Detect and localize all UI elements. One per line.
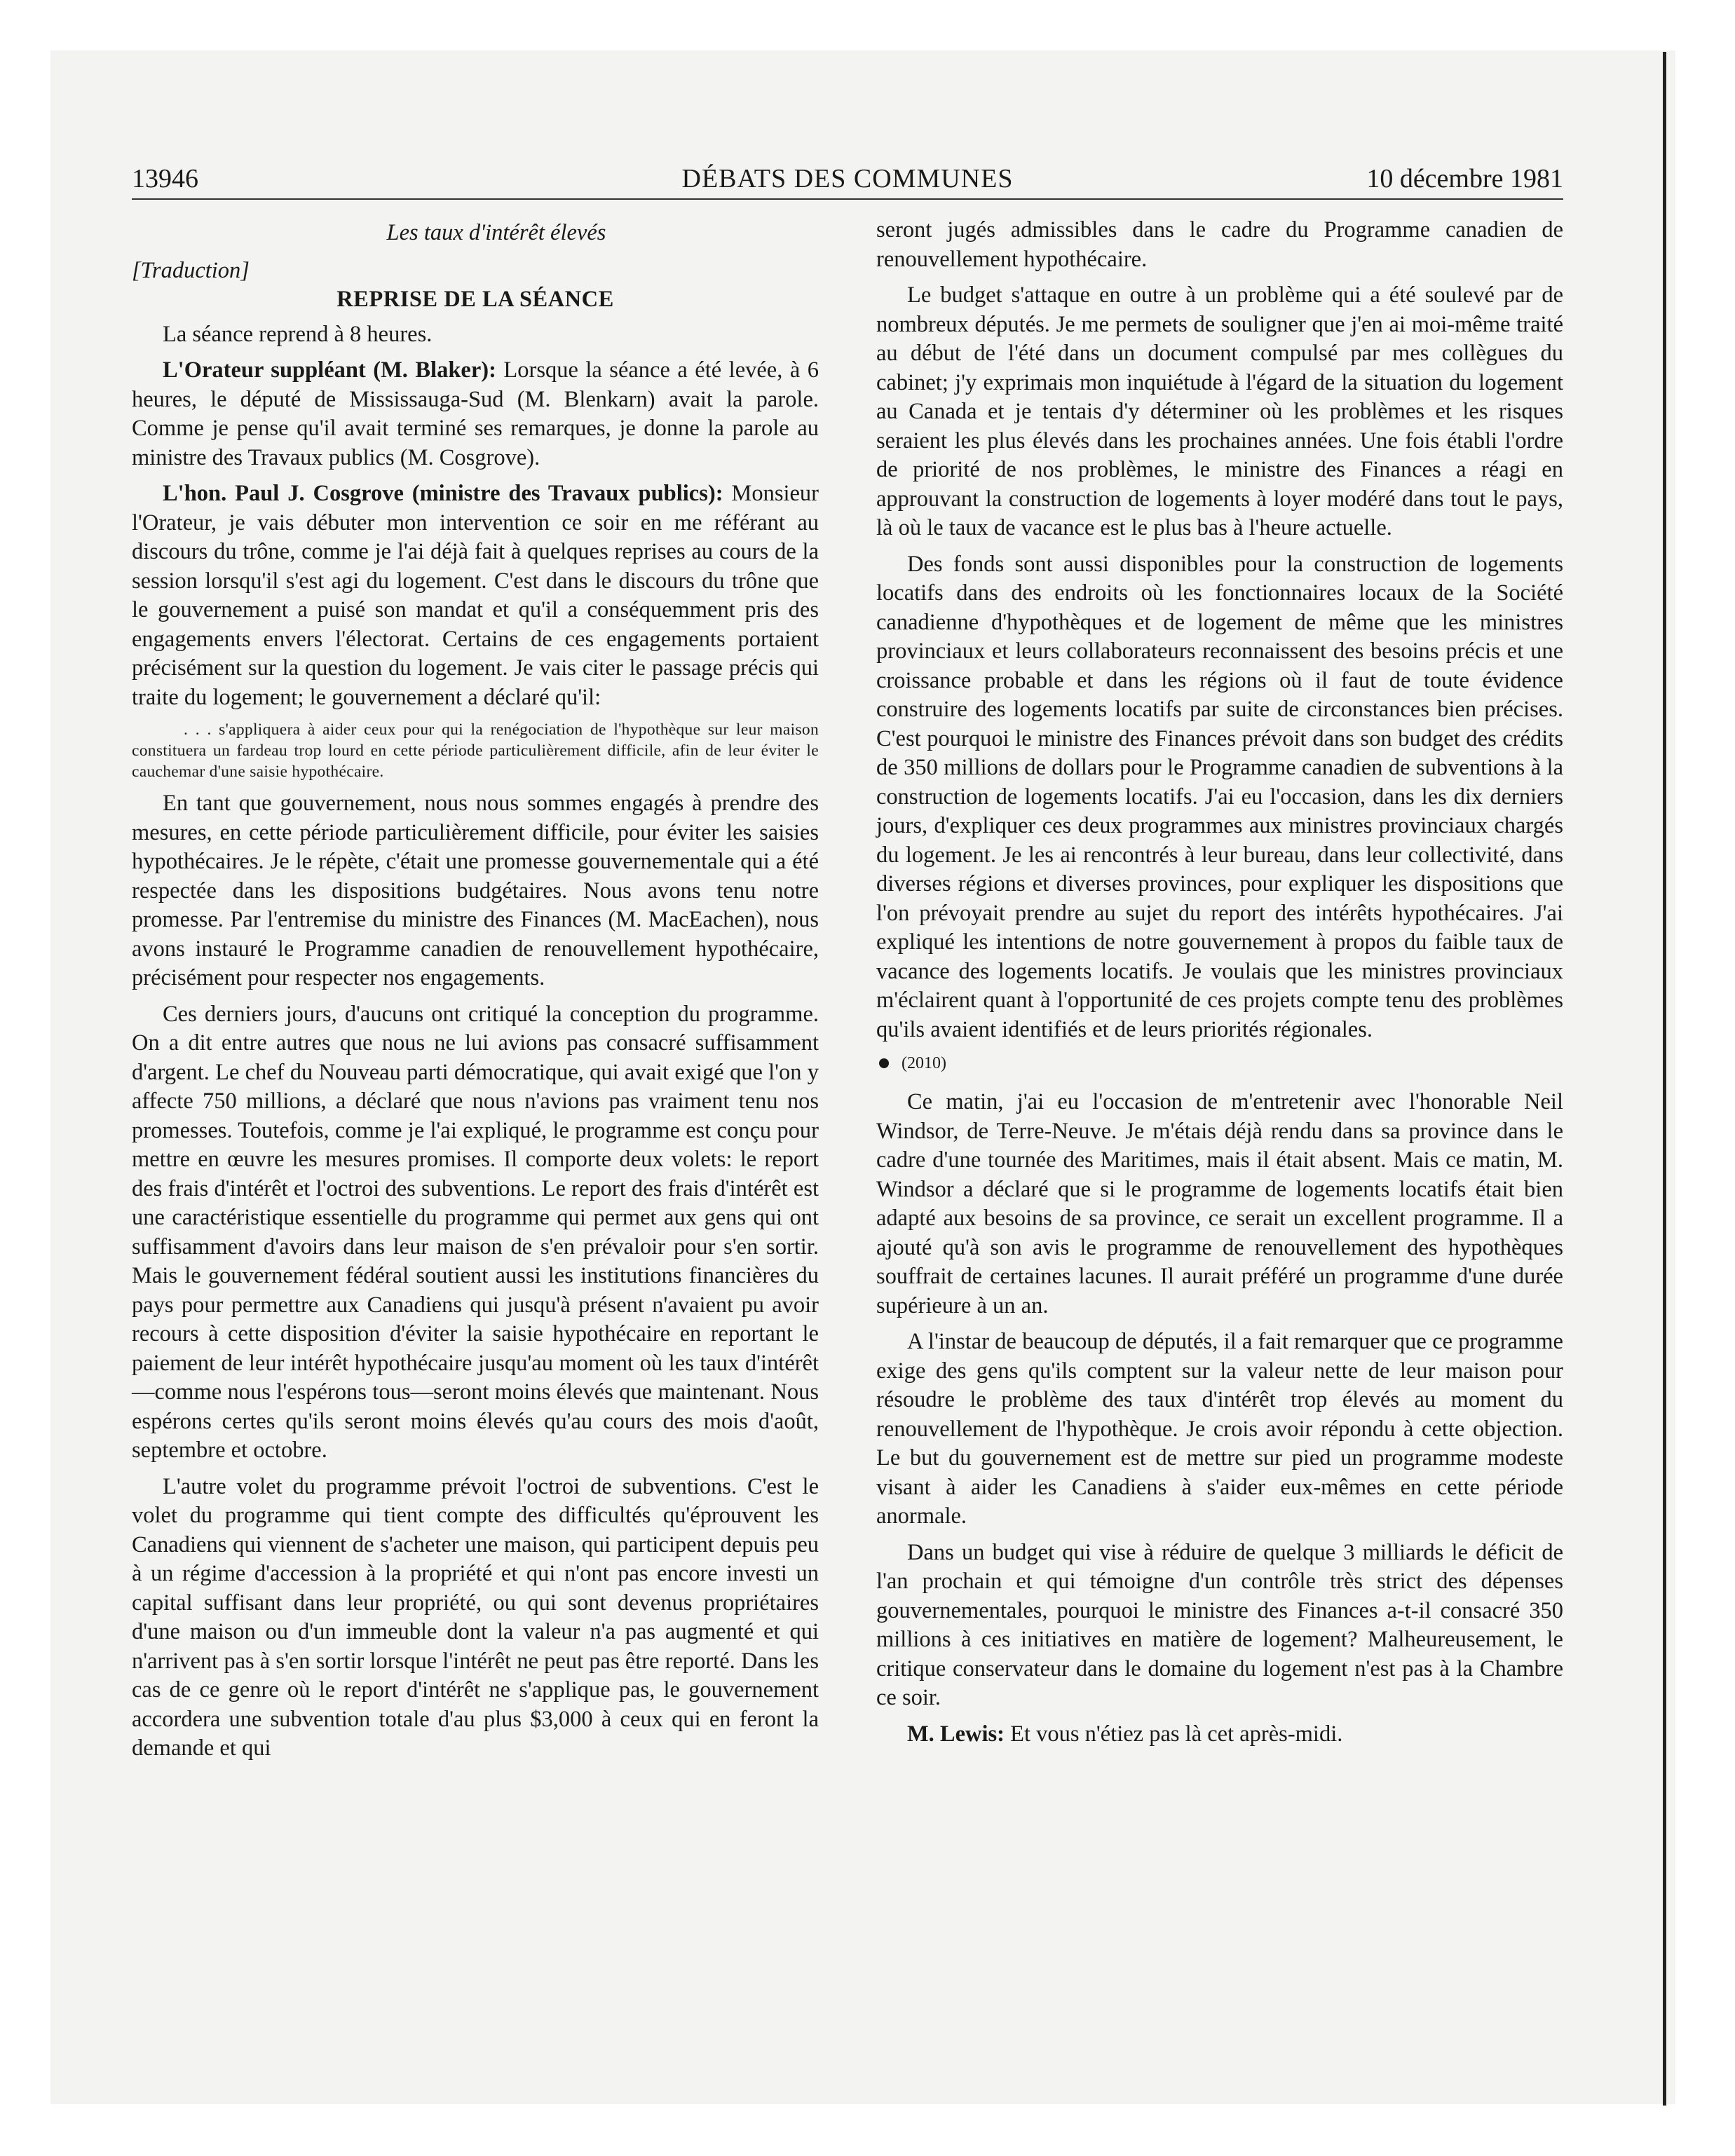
bullet-icon [879,1058,889,1068]
paragraph-continued: seront jugés admissibles dans le cadre du Programme canadien de renouvellement hypothécaire. [876,217,1563,272]
page-header [132,161,1563,196]
paragraph: A l'instar de beaucoup de députés, il a fait remarquer que ce programme exige des gens qu'ils comptent sur la valeur nette de leur maison pour résoudre le problème des taux d'intérêt trop élevés au moment du renouvellement de l'hypothèque. Je crois avoir répondu à cette objection. Le but du gouvernement est de mettre sur pied un programme modeste visant à aider les Canadiens à s'aider eux-mêmes en cette période anormale. [876,1329,1563,1529]
block-quote [132,719,819,782]
paragraph: En tant que gouvernement, nous nous sommes engagés à prendre des mesures, en cette période particulièrement difficile, pour éviter les saisies hypothécaires. Je le répète, c'était une promesse gouvernementale qui a été respectée dans les dispositions budgétaires. Nous avons tenu notre promesse. Par l'entremise du ministre des Finances (M. MacEachen), nous avons instauré le Programme canadien de renouvellement hypothécaire, précisément pour respecter nos engagements. [132,791,819,990]
header-divider [132,198,1563,200]
paragraph [876,1720,1563,1749]
paragraph: Ce matin, j'ai eu l'occasion de m'entretenir avec l'honorable Neil Windsor, de Terre-Neuve. Je m'étais déjà rendu dans sa province dans le cadre d'une tournée des Maritimes, mais il était absent. Mais ce matin, M. Windsor a déclaré que si le programme de logements locatifs était bien adapté aux besoins de sa province, ce serait un excellent programme. Il a ajouté qu'à son avis le programme de renouvellement des hypothèques souffrait de certaines lacunes. Il aurait préféré un programme d'une durée supérieure à un an. [876,1089,1563,1318]
paragraph: Dans un budget qui vise à réduire de quelque 3 milliards le déficit de l'an prochain et qui témoigne d'un contrôle très strict des dépenses gouvernementales, pourquoi le ministre des Finances a-t-il consacré 350 millions à ces initiatives en matière de logement? Malheureusement, le critique conservateur dans le domaine du logement n'est pas à la Chambre ce soir. [876,1539,1563,1710]
right-column [876,216,1563,1756]
speech-text: Lorsque la séance a été levée, à 6 heures, le député de Mississauga-Sud (M. Blenkarn) avait la parole. Comme je pense qu'il avait terminé ses remarques, je donne la parole au ministre des Travaux publics (M. Cosgrove). [132,357,819,470]
section-title: REPRISE DE LA SÉANCE [336,287,614,312]
paragraph: Ces derniers jours, d'aucuns ont critiqué la conception du programme. On a dit entre autres que nous ne lui avions pas consacré suffisamment d'argent. Le chef du Nouveau parti démocratique, qui avait exigé que l'on y affecte 750 millions, a déclaré que nous n'avions pas vraiment tenu nos promesses. Toutefois, comme je l'ai expliqué, le programme est conçu pour mettre en œuvre les mesures promises. Il comporte deux volets: le report des frais d'intérêt et l'octroi des subventions. Le report des frais d'intérêt est une caractéristique essentielle du programme qui permet aux gens qui ont suffisamment d'avoirs dans leur maison de s'en prévaloir pour s'en sortir. Mais le gouvernement fédéral soutient aussi les institutions financières du pays pour permettre aux Canadiens qui jusqu'à présent n'avaient pu avoir recours à cette disposition d'éviter la saisie hypothécaire en reportant le paiement de leur intérêt hypothécaire jusqu'au moment où les taux d'intérêt—comme nous l'espérons tous—seront moins élevés que maintenant. Nous espérons certes qu'ils seront moins élevés qu'au cours des mois d'août, septembre et octobre. [132,1001,819,1463]
paragraph: La séance reprend à 8 heures. [163,321,433,347]
paragraph [132,356,819,472]
speech-text: Et vous n'étiez pas là cet après-midi. [1010,1721,1343,1747]
time-marker [876,1053,1563,1074]
topic-heading: Les taux d'intérêt élevés [386,220,606,245]
speaker-name: L'hon. Paul J. Cosgrove (ministre des Travaux publics): [163,481,723,506]
publication-title: DÉBATS DES COMMUNES [681,164,1014,193]
page-edge-rule [1663,52,1666,2106]
page-number: 13946 [132,164,198,193]
speaker-name: L'Orateur suppléant (M. Blaker): [163,357,496,383]
left-column [132,216,819,1770]
translation-tag: [Traduction] [132,257,250,283]
paragraph [132,479,819,712]
time-marker-text: (2010) [901,1054,946,1072]
page-date: 10 décembre 1981 [1366,164,1563,193]
paragraph: Le budget s'attaque en outre à un problème qui a été soulevé par de nombreux députés. Je me permets de souligner que j'en ai moi-même traité au début de l'été dans un document compulsé par mes collègues du cabinet; j'y exprimais mon inquiétude à l'égard de la situation du logement au Canada et je tentais d'y déterminer où les problèmes et les risques seraient les plus élevés dans les prochaines années. Une fois établi l'ordre de priorité de nos problèmes, le ministre des Finances a réagi en approuvant la construction de logements à loyer modéré dans tout le pays, là où le taux de vacance est le plus bas à l'heure actuelle. [876,282,1563,540]
paragraph: Des fonds sont aussi disponibles pour la construction de logements locatifs dans des endroits où les fonctionnaires locaux de la Société canadienne d'hypothèques et de logement de même que les ministres provinciaux et leurs collaborateurs reconnaissent des besoins précis et une croissance probable et dans les régions où il faut de toute évidence construire des logements locatifs par suite de circonstances bien précises. C'est pourquoi le ministre des Finances prévoit dans son budget des crédits de 350 millions de dollars pour le Programme canadien de subventions à la construction de logements locatifs. J'ai eu l'occasion, dans les dix derniers jours, d'expliquer ces deux programmes aux ministres provinciaux chargés du logement. Je les ai rencontrés à leur bureau, dans leur collectivité, dans diverses régions et diverses provinces, pour expliquer les dispositions que l'on prévoyait prendre au sujet du report des intérêts hypothécaires. J'ai expliqué les intentions de notre gouvernement à propos du faible taux de vacance des logements locatifs. Je voulais que les ministres provinciaux m'éclairent quant à l'opportunité de ces projets compte tenu des problèmes qu'ils avaient identifiés et de leurs priorités régionales. [876,551,1563,1042]
paragraph: L'autre volet du programme prévoit l'octroi de subventions. C'est le volet du programme qui tient compte des difficultés qu'éprouvent les Canadiens qui viennent de s'acheter une maison, qui participent depuis peu à un régime d'accession à la propriété et qui n'ont pas encore investi un capital suffisant dans leur propriété, ou qui sont devenus propriétaires d'une maison ou d'un immeuble dont la valeur n'a pas augmenté et qui n'arrivent pas à s'en sortir lorsque l'intérêt ne peut pas être reporté. Dans les cas de ce genre où le report d'intérêt ne s'applique pas, le gouvernement accordera une subvention totale d'au plus $3,000 à ceux qui en feront la demande et qui [132,1473,819,1761]
speaker-name: M. Lewis: [907,1721,1005,1747]
speech-text: Monsieur l'Orateur, je vais débuter mon intervention ce soir en me référant au discours du trône, comme je l'ai déjà fait à quelques reprises au cours de la session lorsqu'il s'est agi du logement. C'est dans le discours du trône que le gouvernement a puisé son mandat et qu'il a conséquemment pris des engagements envers l'électorat. Certains de ces engagements portaient précisément sur la question du logement. Je vais citer le passage précis qui traite du logement; le gouvernement a déclaré qu'il: [132,481,819,710]
quote-text: . . . s'appliquera à aider ceux pour qui la renégociation de l'hypothèque sur leur maison constituera un fardeau trop lourd en cette période particulièrement difficile, afin de leur éviter le cauchemar d'une saisie hypothécaire. [132,721,819,781]
